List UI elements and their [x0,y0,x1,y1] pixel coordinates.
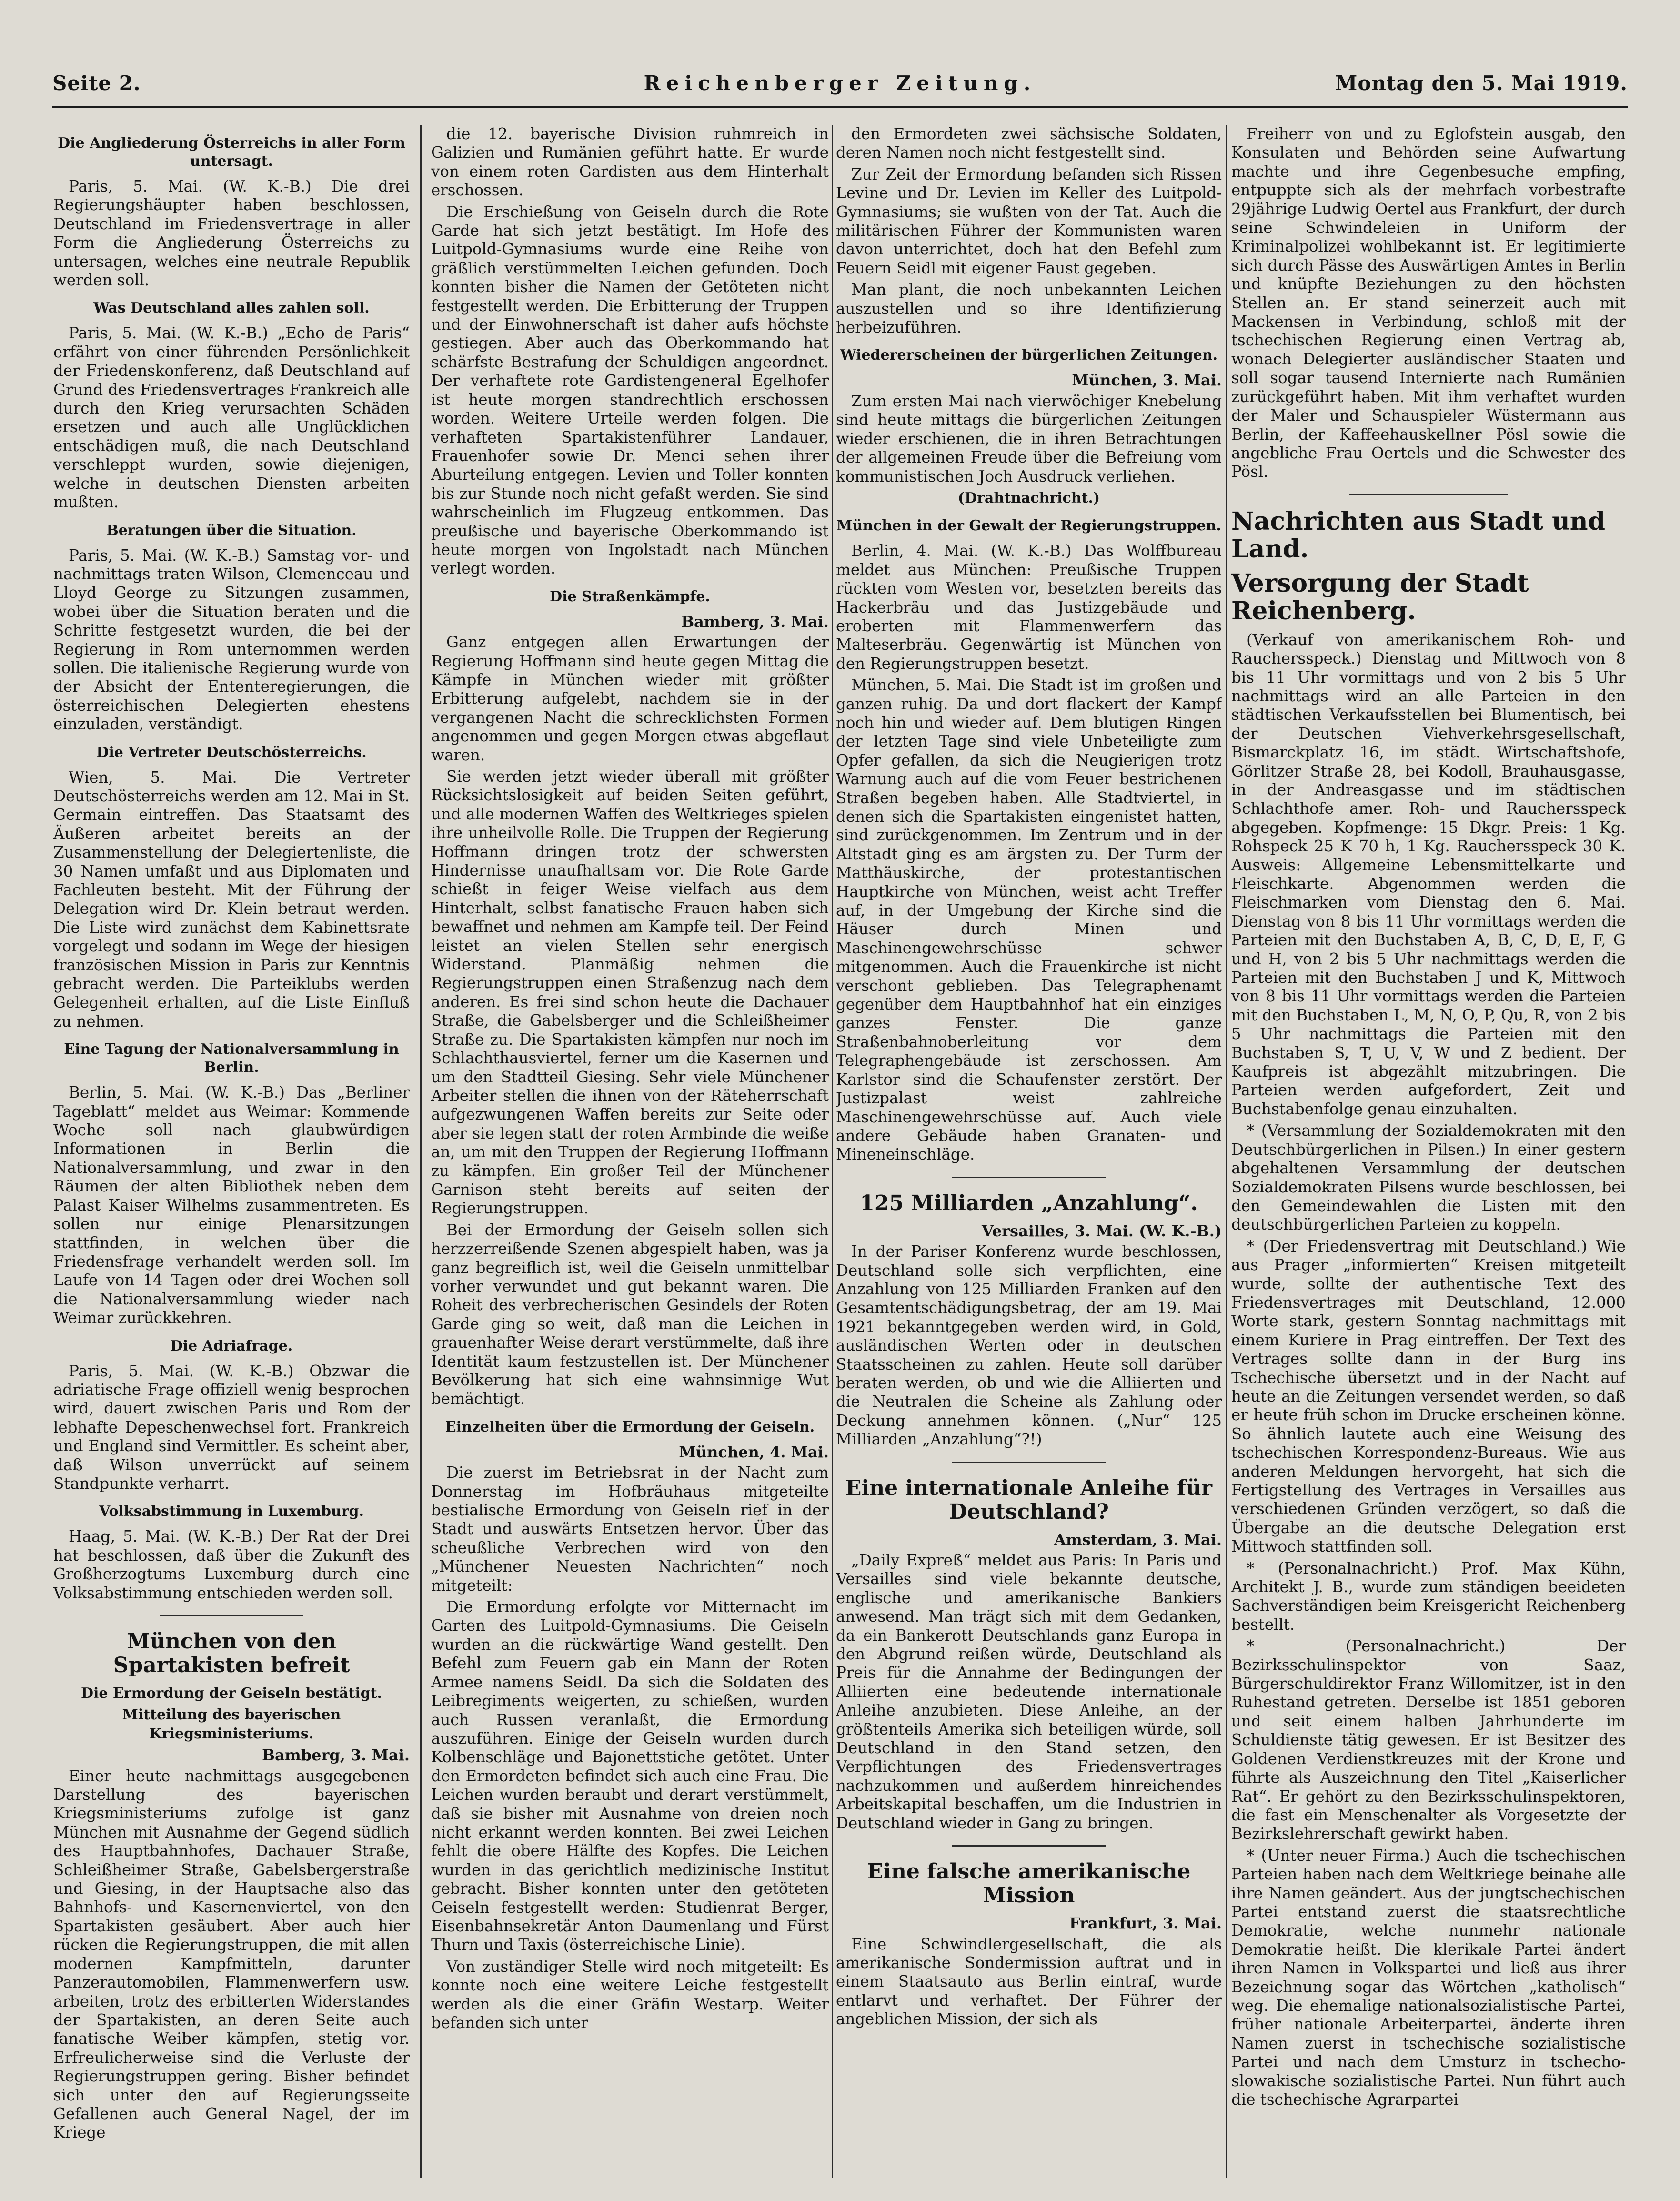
column-divider [420,125,422,2178]
article-text: „Daily Expreß“ meldet aus Paris: In Paris und Versailles sind viele bekannte deutsche, englische und amerikanische Bankiers anwesend. Man trägt sich mit dem Gedanken, da ein Bankerott Deutschlands ganz Europa in den Abgrund reißen würde, Deutschland als Preis für die Annahme der Bedingungen der Alliierten eine bedeutende internationale Anleihe anzubieten. Diese Anleihe, an der größtenteils Amerika sich beteiligen würde, soll Deutschland in den Stand setzen, den Verpflichtungen des Friedensvertrages nachzukommen und außerdem hinreichendes Arbeitskapital beschaffen, um die Industrien in Deutschland wieder in Gang zu bringen. [836,1551,1222,1832]
section-title: Versorgung der Stadt Reichenberg. [1231,568,1529,626]
article-text: Wien, 5. Mai. Die Vertreter Deutschösterreichs werden am 12. Mai in St. Germain eintreffen. Das Staatsamt des Äußeren arbeitet bereits an der Zusammenstellung der Delegiertenliste, die 30 Namen umfaßt und aus Diplomaten und Fachleuten besteht. Mit der Führung der Delegation wird Dr. Klein betraut werden. Die Liste wird zunächst dem Kabinettsrate vorgelegt und sodann im Wege der hiesigen französischen Mission in Paris zur Kenntnis gebracht werden. Die Parteiklubs werden Gelegenheit erhalten, auf die Liste Einfluß zu nehmen. [53,768,410,1030]
column-2 [431,125,829,2178]
article-text: Berlin, 5. Mai. (W. K.-B.) Das „Berliner Tageblatt“ meldet aus Weimar: Kommende Woche soll nach glaubwürdigen Informationen in Berlin die Nationalversammlung, und zwar in den Räumen der alten Bibliothek neben dem Palast Kaiser Wilhelms zusammentreten. Es sollen nur einige Plenarsitzungen stattfinden, in welchen über die Friedensfrage verhandelt werden soll. Im Laufe von 14 Tagen oder drei Wochen soll die Nationalversammlung wieder nach Weimar zurückkehren. [53,1083,410,1327]
newspaper-title: Reichenberger Zeitung. [644,71,1036,95]
headline: 125 Milliarden „Anzahlung“. [860,1191,1198,1215]
article-text: Berlin, 4. Mai. (W. K.-B.) Das Wolffbureau meldet aus München: Preußische Truppen rückten vom Westen vor, besetzten bereits das Hackerbräu und das Justizgebäude und eroberten mit Flammenwerfern das Malteserbräu. Gegenwärtig ist München von den Regierungstruppen besetzt. [836,542,1222,673]
article-text: Die zuerst im Betriebsrat in der Nacht zum Donnerstag im Hofbräuhaus mitgeteilte bestialische Ermordung von Geiseln rief in der Stadt und auswärts Entsetzen hervor. Über das scheußliche Verbrechen wird von den „Münchener Neuesten Nachrichten“ noch mitgeteilt: [431,1464,829,1595]
dateline: München, 4. Mai. [679,1443,829,1461]
article-text: Bei der Ermordung der Geiseln sollen sich herzzerreißende Szenen abgespielt haben, was ja ganz begreiflich ist, weil die Geiseln unmittelbar vorher verwundet und gut bekannt waren. Die Roheit des verbrecherischen Gesindels der Roten Garde ging so weit, daß man die Leichen in grauenhafter Weise derart verstümmelte, daß ihre Identität kaum festzustellen ist. Der Münchener Bevölkerung hat sich eine wahnsinnige Wut bemächtigt. [431,1221,829,1408]
article-heading: München in der Gewalt der Regierungstruppen. [836,517,1221,535]
article-text: München, 5. Mai. Die Stadt ist im großen und ganzen ruhig. Da und dort flackert der Kampf noch hin und wieder auf. Dem blutigen Ringen der letzten Tage sind viele Unbeteiligte zum Opfer gefallen, da sich die Neugierigen trotz Warnung auch auf die vom Feuer bestrichenen Straßen begeben haben. Alle Stadtviertel, in denen sich die Spartakisten eingenistet hatten, sind zurückgenommen. Im Zentrum und in der Altstadt ging es am ärgsten zu. Der Turm der Matthäuskirche, der protestantischen Hauptkirche von München, weist acht Treffer auf, in der Umgebung der Kirche sind die Häuser durch Minen und Maschinengewehrschüsse schwer mitgenommen. Auch die Frauenkirche ist nicht verschont geblieben. Das Telegraphenamt gegenüber dem Hauptbahnhof hat ein einziges ganzes Fenster. Die ganze Straßenbahnoberleitung vor dem Telegraphengebäude ist zerschossen. Am Karlstor sind die Schaufenster zerstört. Der Justizpalast weist zahlreiche Maschinengewehrschüsse auf. Auch viele andere Gebäude haben Granaten- und Mineneinschläge. [836,676,1222,1164]
dateline: Bamberg, 3. Mai. [681,612,829,631]
article-heading: Die Straßenkämpfe. [550,588,710,605]
headline: Eine internationale Anleihe für Deutschland? [845,1475,1213,1524]
article-text: Ganz entgegen allen Erwartungen der Regierung Hoffmann sind heute gegen Mittag die Kämpfe in München wieder mit größter Erbitterung aufgelebt, nachdem sie in der vergangenen Nacht die schrecklichsten Formen angenommen und gegen Morgen etwas abgeflaut waren. [431,633,829,764]
article-text: die 12. bayerische Division ruhmreich in Galizien und Rumänien geführt hatte. Er wurde von einem roten Gardisten aus dem Hinterhalt erschossen. [431,125,829,200]
article-text: (Verkauf von amerikanischem Roh- und Rauchersspeck.) Dienstag und Mittwoch von 8 bis 11 Uhr vormittags und von 2 bis 5 Uhr nachmittags wird an alle Parteien in den städtischen Verkaufsstellen bei Blumentisch, bei der Deutschen Viehverkehrsgesellschaft, Bismarckplatz 16, im städt. Wirtschaftshofe, Görlitzer Straße 28, bei Kodoll, Brauhausgasse, in der Andreasgasse und im städtischen Schlachthofe amer. Roh- und Rauchersspeck abgegeben. Kopfmenge: 15 Dkgr. Preis: 1 Kg. Rohspeck 25 K 70 h, 1 Kg. Rauchersspeck 30 K. Ausweis: Allgemeine Lebensmittelkarte und Fleischkarte. Abgenommen werden die Fleischmarken vom Dienstag den 6. Mai. Dienstag von 8 bis 11 Uhr vormittags werden die Parteien mit den Buchstaben A, B, C, D, E, F, G und H, von 2 bis 5 Uhr nachmittags werden die Parteien mit den Buchstaben J und K, Mittwoch von 8 bis 11 Uhr vormittags werden die Parteien mit den Buchstaben L, M, N, O, P, Qu, R, von 2 bis 5 Uhr nachmittags die Parteien mit den Buchstaben S, T, U, V, W und Z bedient. Der Kaufpreis ist abgezählt mitzubringen. Die Parteien werden aufgefordert, Zeit und Buchstabenfolge genau einzuhalten. [1231,630,1626,1118]
subheading: Die Ermordung der Geiseln bestätigt. [80,1685,382,1702]
article-text: Paris, 5. Mai. (W. K.-B.) Die drei Regierungshäupter haben beschlossen, Deutschland im Friedensvertrage in aller Form die Angliederung Österreichs zu untersagen, welches eine neutrale Republik werden soll. [53,177,410,290]
article-text: Die Erschießung von Geiseln durch die Rote Garde hat sich jetzt bestätigt. Im Hofe des Luitpold-Gymnasiums wurde eine Reihe von gräßlich verstümmelten Leichen gefunden. Doch konnten bisher die Namen der Getöteten nicht festgestellt werden. Die Erbitterung der Truppen und der Einwohnerschaft ist daher aufs höchste gestiegen. Aber auch das Oberkommando hat schärfste Bestrafung der Schuldigen angeordnet. Der verhaftete rote Gardistengeneral Egelhofer ist heute morgen standrechtlich erschossen worden. Weitere Urteile werden folgen. Die verhafteten Spartakistenführer Landauer, Frauenhofer sowie Dr. Menci sehen ihrer Aburteilung entgegen. Levien und Toller konnten bis zur Stunde noch nicht gefaßt werden. Sie sind wahrscheinlich im Flugzeug entkommen. Das preußische und bayerische Oberkommando ist heute morgen von Ingolstadt nach München verlegt worden. [431,202,829,578]
headline: Eine falsche amerikanische Mission [867,1859,1191,1908]
section-divider [160,1615,302,1616]
article-text: Von zuständiger Stelle wird noch mitgeteilt: Es konnte noch eine weitere Leiche festgestellt werden als die einer Gräfin Westarp. Weiter befanden sich unter [431,1957,829,2032]
article-text: Zum ersten Mai nach vierwöchiger Knebelung sind heute mittags die bürgerlichen Zeitungen wieder erschienen, die in ihren Betrachtungen der allgemeinen Freude über die Befreiung vom kommunistischen Joch Ausdruck verliehen. [836,392,1222,485]
article-text: Paris, 5. Mai. (W. K.-B.) Samstag vor- und nachmittags traten Wilson, Clemenceau und Lloyd George zu Sitzungen zusammen, wobei über die Situation beraten und die Schritte festgesetzt wurden, die bei der Regierung in Rom unternommen werden sollen. Die italienische Regierung wurde von der Absicht der Ententeregierungen, die österreichischen Delegierten ehestens einzuladen, verständigt. [53,546,410,734]
section-title: Nachrichten aus Stadt und Land. [1231,506,1605,564]
page-number: Seite 2. [52,71,141,95]
article-text: In der Pariser Konferenz wurde beschlossen, Deutschland solle sich verpflichten, eine Anzahlung von 125 Milliarden Franken auf den Gesamtentschädigungsbetrag, der am 19. Mai 1921 bekanntgegeben werden wird, in Gold, ausländischen Werten oder in deutschen Staatsscheinen zu zahlen. Heute soll darüber beraten werden, ob und wie die Alliierten und die Neutralen die Scheine als Zahlung oder Deckung annehmen können. („Nur“ 125 Milliarden „Anzahlung“?!) [836,1242,1222,1449]
article-text: Die Ermordung erfolgte vor Mitternacht im Garten des Luitpold-Gymnasiums. Die Geiseln wurden an die rückwärtige Wand gestellt. Den Befehl zum Feuern gab ein Mann der Roten Armee namens Seidl. Da sich die Soldaten des Leibregiments weigerten, zu schießen, wurden auch Russen veranlaßt, die Ermordung auszuführen. Einige der Geiseln wurden durch Kolbenschläge und Bajonettstiche getötet. Unter den Ermordeten befindet sich auch eine Frau. Die Leichen wurden beraubt und derart verstümmelt, daß sie bisher mit Ausnahme von dreien noch nicht erkannt werden konnten. Bei zwei Leichen fehlt die obere Hälfte des Kopfes. Die Leichen wurden in das gerichtlich medizinische Institut gebracht. Bisher konnten unter den getöteten Geiseln festgestellt werden: Studienrat Berger, Eisenbahnsekretär Anton Daumenlang und Fürst Thurn und Taxis (österreichische Linie). [431,1598,829,1954]
article-heading: Beratungen über die Situation. [106,522,357,539]
section-divider [952,1462,1106,1463]
masthead [52,71,1628,105]
article-text: Freiherr von und zu Eglofstein ausgab, den Konsulaten und Behörden seine Aufwartung machte und ihre Gegenbesuche empfing, entpuppte sich als der mehrfach vorbestrafte 29jährige Ludwig Oertel aus Frankfurt, der durch seine Schwindeleien in Uniform der Kriminalpolizei wohlbekannt ist. Er legitimierte sich durch Pässe des Auswärtigen Amtes in Berlin und knüpfte Beziehungen zu den höchsten Stellen an. Er stand seinerzeit auch mit Mackensen in Verbindung, schloß mit der tschechischen Regierung einen Vertrag ab, wonach Delegierter ausländischer Staaten und soll sogar tausend Internierte nach Rumänien zurückgeführt haben. Mit ihm verhaftet wurden der Maler und Schauspieler Wüstermann aus Berlin, der Kaffeehauskellner Pösl sowie die angebliche Frau Oertels und die Schwester des Pösl. [1231,125,1626,481]
article-text: * (Personalnachricht.) Prof. Max Kühn, Architekt J. B., wurde zum ständigen beeideten Sachverständigen beim Kreisgericht Reichenberg bestellt. [1231,1559,1626,1634]
section-divider [952,1177,1106,1178]
article-text: Man plant, die noch unbekannten Leichen auszustellen und so ihre Identifizierung herbeizuführen. [836,281,1222,337]
column-1 [53,125,410,2178]
article-heading: Eine Tagung der Nationalversammlung in Berlin. [64,1041,399,1076]
dateline: Frankfurt, 3. Mai. [1069,1914,1222,1933]
dateline: München, 3. Mai. [1072,371,1222,390]
article-text: * (Unter neuer Firma.) Auch die tschechischen Parteien haben nach dem Weltkriege beinahe alle ihre Namen geändert. Aus der jungtschechischen Partei entstand zuerst die staatsrechtliche Demokratie, welche nunmehr nationale Demokratie heißt. Die klerikale Partei ändert ihren Namen in Volkspartei und ließ aus ihrer Bezeichnung sogar das Wörtchen „katholisch“ weg. Die ehemalige nationalsozialistische Partei, früher nationale Arbeiterpartei, änderte ihren Namen zuerst in tschechische sozialistische Partei und nach dem Umsturz in tschecho-slowakische sozialistische Partei. Nun führt auch die tschechische Agrarpartei [1231,1846,1626,2109]
article-text: Zur Zeit der Ermordung befanden sich Rissen Levine und Dr. Levien im Keller des Luitpold-Gymnasiums; sie wußten von der Tat. Auch die militärischen Führer der Kommunisten waren davon unterrichtet, doch hat den Befehl zum Feuern Seidl mit eigener Faust gegeben. [836,165,1222,277]
dateline: Versailles, 3. Mai. (W. K.-B.) [981,1222,1222,1240]
article-heading: Die Vertreter Deutschösterreichs. [96,744,367,761]
column-divider [1226,125,1227,2178]
section-divider [952,1845,1106,1847]
article-heading: Was Deutschland alles zahlen soll. [93,300,370,317]
column-4 [1231,125,1626,2178]
dateline: Bamberg, 3. Mai. [262,1746,410,1765]
article-text: den Ermordeten zwei sächsische Soldaten, deren Namen noch nicht festgestellt sind. [836,125,1222,162]
masthead-rule [52,106,1628,108]
article-heading: Die Adriafrage. [170,1337,293,1354]
article-heading: Einzelheiten über die Ermordung der Geiseln. [445,1418,815,1435]
subheading: (Drahtnachricht.) [957,489,1100,506]
section-divider [1349,494,1507,495]
dateline: Amsterdam, 3. Mai. [1054,1530,1222,1549]
headline: München von den Spartakisten befreit [113,1629,350,1677]
issue-date: Montag den 5. Mai 1919. [1335,71,1628,95]
article-heading: Wiedererscheinen der bürgerlichen Zeitungen. [840,347,1218,364]
article-text: * (Versammlung der Sozialdemokraten mit den Deutschbürgerlichen in Pilsen.) In einer gestern abgehaltenen Versammlung der deutschen Sozialdemokraten Pilsens wurde beschlossen, bei den Gemeindewahlen die Listen mit den deutschbürgerlichen Parteien zu koppeln. [1231,1121,1626,1234]
article-text: Paris, 5. Mai. (W. K.-B.) Obzwar die adriatische Frage offiziell wenig besprochen wird, dauert zwischen Paris und Rom der lebhafte Depeschenwechsel fort. Frankreich und England sind Vermittler. Es scheint aber, daß Wilson unverrückt auf seinem Standpunkte verharrt. [53,1362,410,1493]
article-text: Haag, 5. Mai. (W. K.-B.) Der Rat der Drei hat beschlossen, daß über die Zukunft des Großherzogtums Luxemburg durch eine Volksabstimmung entschieden werden soll. [53,1527,410,1602]
article-text: Paris, 5. Mai. (W. K.-B.) „Echo de Paris“ erfährt von einer führenden Persönlichkeit der Friedenskonferenz, daß Deutschland auf Grund des Friedensvertrages Frankreich alle durch den Krieg verursachten Schäden ersetzen und auch alle Unglücklichen entschädigen muß, die nach Deutschland verschleppt wurden, sowie diejenigen, welche in deutschen Diensten arbeiten mußten. [53,324,410,512]
subheading: Mitteilung des bayerischen Kriegsministeriums. [122,1706,341,1742]
article-text: Einer heute nachmittags ausgegebenen Darstellung des bayerischen Kriegsministeriums zufolge ist ganz München mit Ausnahme der Gegend südlich des Hauptbahnhofes, Dachauer Straße, Schleißheimer Straße, Gabelsbergerstraße und Giesing, in der Hauptsache also das Bahnhofs- und Kasernenviertel, von den Spartakisten gesäubert. Aber auch hier rücken die Regierungstruppen, die mit allen modernen Kampfmitteln, darunter Panzerautomobilen, Flammenwerfern usw. arbeiten, trotz des erbitterten Widerstandes der Spartakisten, an deren Seite auch fanatische Weiber kämpfen, stetig vor. Erfreulicherweise sind die Verluste der Regierungstruppen gering. Bisher befindet sich unter den auf Regierungsseite Gefallenen auch General Nagel, der im Kriege [53,1767,410,2142]
column-3 [836,125,1222,2178]
column-divider [832,125,833,2178]
article-text: * (Personalnachricht.) Der Bezirksschulinspektor von Saaz, Bürgerschuldirektor Franz Willomitzer, ist in den Ruhestand getreten. Derselbe ist 1851 geboren und seit einem halben Jahrhunderte im Schuldienste tätig gewesen. Er ist Besitzer des Goldenen Verdienstkreuzes mit der Krone und führte als Auszeichnung den Titel „Kaiserlicher Rat“. Er gehört zu den Bezirksschulinspektoren, die fast ein Menschenalter als Vorgesetzte der Bezirkslehrerschaft gewirkt haben. [1231,1637,1626,1843]
article-heading: Volksabstimmung in Luxemburg. [99,1503,364,1520]
article-text: Eine Schwindlergesellschaft, die als amerikanische Sondermission auftrat und in einem Staatsauto aus Berlin eintraf, wurde entlarvt und verhaftet. Der Führer der angeblichen Mission, der sich als [836,1935,1222,2029]
article-text: * (Der Friedensvertrag mit Deutschland.) Wie aus Prager „informierten“ Kreisen mitgeteilt wurde, sollte der authentische Text des Friedensvertrages mit Deutschland, 12.000 Worte stark, gestern Sonntag nachmittags mit einem Kuriere in Prag eintreffen. Der Text des Vertrages sollte dann in der Burg ins Tschechische übersetzt und in der Nacht auf heute an die Zeitungen versendet werden, so daß er heute früh schon im Drucke erscheinen könne. So ähnlich lautete auch eine Weisung des tschechischen Korrespondenz-Bureaus. Wie aus anderen Meldungen hervorgeht, hat sich die Fertigstellung des Vertrages in Versailles aus verschiedenen Gründen verzögert, so daß die Übergabe an die deutsche Delegation erst Mittwoch stattfinden soll. [1231,1237,1626,1556]
article-heading: Die Angliederung Österreichs in aller Form untersagt. [58,135,405,170]
article-text: Sie werden jetzt wieder überall mit größter Rücksichtslosigkeit auf beiden Seiten geführt, und alle modernen Waffen des Weltkrieges spielen ihre unheilvolle Rolle. Die Truppen der Regierung Hoffmann dringen trotz der schwersten Hindernisse unaufhaltsam vor. Die Rote Garde schießt in feiger Weise vielfach aus dem Hinterhalt, selbst fanatische Frauen haben sich bewaffnet und nehmen am Kampfe teil. Der Feind leistet an vielen Stellen sehr energisch Widerstand. Planmäßig nehmen die Regierungstruppen einen Straßenzug nach dem anderen. Es frei sind schon heute die Dachauer Straße, die Gabelsberger und die Schleißheimer Straße zu. Die Spartakisten kämpfen nur noch im Schlachthausviertel, ferner um die Kasernen und um den Stadtteil Giesing. Sehr viele Münchener Arbeiter stellen die ihnen von der Räteherrschaft aufgezwungenen Waffen bereits zur Seite oder aber sie legen statt der roten Armbinde die weiße an, um mit den Truppen der Regierung Hoffmann zu kämpfen. Ein großer Teil der Münchener Garnison steht bereits auf seiten der Regierungstruppen. [431,767,829,1218]
